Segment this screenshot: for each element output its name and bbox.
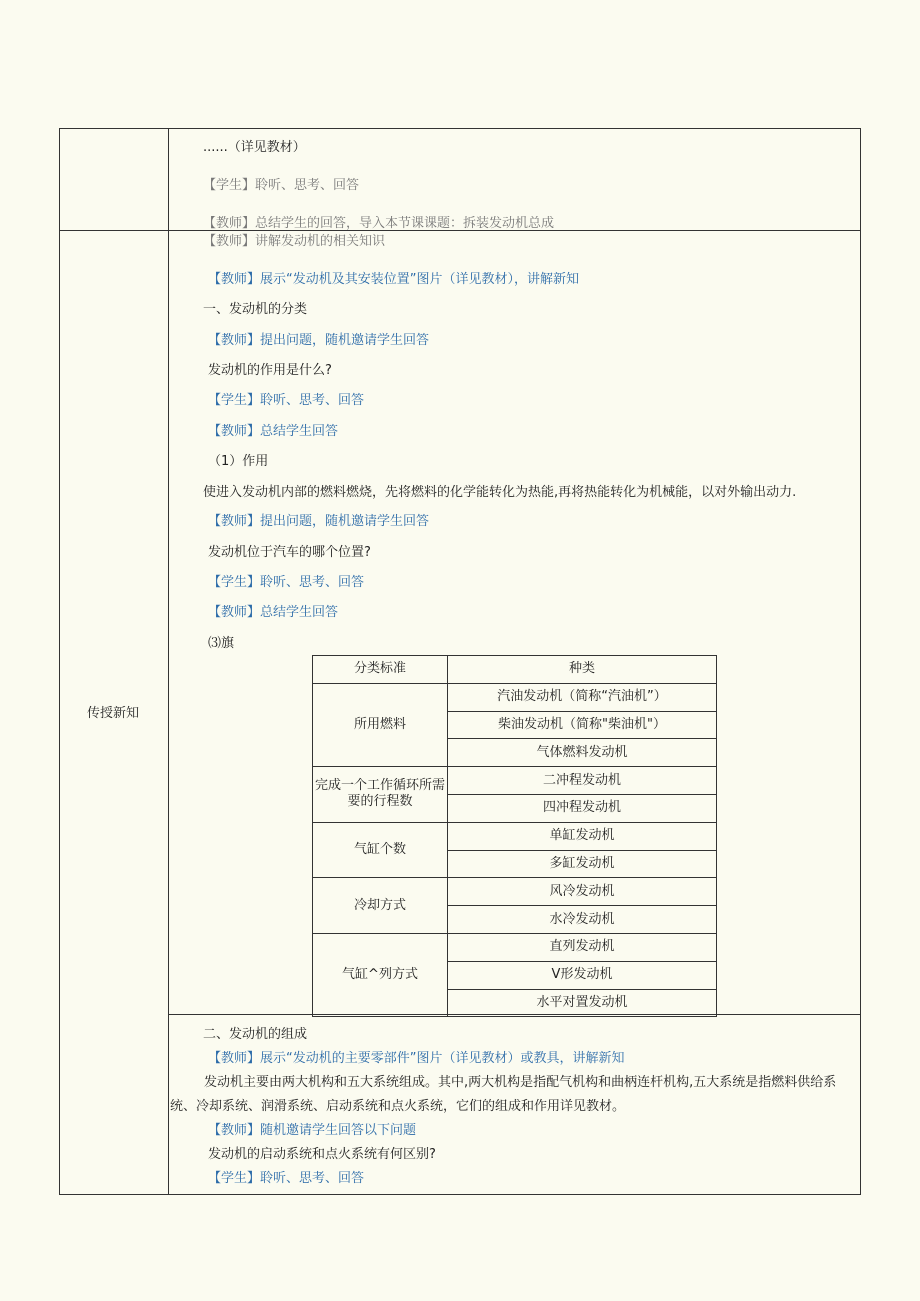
question-start-vs-ignition: 发动机的启动系统和点火系统有何区别? <box>208 1147 436 1162</box>
student-text: 聆听、思考、回答 <box>255 178 360 193</box>
teacher-tag: 【教师】 <box>203 234 256 249</box>
header-type: 种类 <box>448 656 717 684</box>
table-row <box>313 878 717 906</box>
outer-bottom-border <box>59 1194 861 1195</box>
std-cylinder-arrangement: 气缸^列方式 <box>313 933 448 1016</box>
row3-teacher-ask-question: 【教师】随机邀请学生回答以下问题 <box>208 1123 417 1138</box>
type-inline: 直列发动机 <box>448 933 717 961</box>
row3-student-answer: 【学生】聆听、思考、回答 <box>208 1171 365 1186</box>
row2-teacher-ask-question-1: 【教师】提出问题，随机邀请学生回答 <box>208 333 430 348</box>
paragraph-engine-composition: 发动机主要由两大机构和五大系统组成。其中,两大机构是指配气机构和曲柄连杆机构,五大系统是指燃料供给系统、冷却系统、润滑系统、启动系统和点火系统，它们的组成和作用详见教材。 <box>170 1075 837 1114</box>
row1-divider <box>59 230 861 231</box>
subheading-function: （1）作用 <box>208 454 269 469</box>
header-standard: 分类标准 <box>313 656 448 684</box>
column-divider <box>168 128 169 1195</box>
row2-teacher-summary-1: 【教师】总结学生回答 <box>208 424 339 439</box>
row1-line-see-textbook: ......（详见教材） <box>203 140 306 155</box>
row1-student-line <box>203 178 359 194</box>
heading-engine-classification: 一、发动机的分类 <box>203 302 308 317</box>
teacher-tag: 【教师】 <box>203 216 256 230</box>
heading-engine-composition: 二、发动机的组成 <box>203 1027 308 1042</box>
std-fuel: 所用燃料 <box>313 683 448 766</box>
teacher-text: 讲解发动机的相关知识 <box>255 234 386 249</box>
subheading-classification: ⑶旗 <box>208 636 235 651</box>
std-strokes-line2: 要的行程数 <box>347 794 413 810</box>
row3-teacher-show-parts: 【教师】展示“发动机的主要零部件”图片（详见教材）或教具，讲解新知 <box>208 1051 625 1066</box>
table-row <box>313 683 717 711</box>
table-row <box>313 767 717 795</box>
type-water-cooled: 水冷发动机 <box>448 906 717 934</box>
type-two-stroke: 二冲程发动机 <box>448 767 717 795</box>
std-strokes <box>313 767 448 823</box>
type-single-cylinder: 单缸发动机 <box>448 822 717 850</box>
type-air-cooled: 风冷发动机 <box>448 878 717 906</box>
table-header-row <box>313 656 717 684</box>
std-cooling: 冷却方式 <box>313 878 448 934</box>
teacher-text: 总结学生的回答，导入本节课课题：拆装发动机总成 <box>255 216 555 230</box>
type-gasoline: 汽油发动机（简称“汽油机”） <box>448 683 717 711</box>
section-label-teaching-new-knowledge: 传授新知 <box>87 706 140 721</box>
type-four-stroke: 四冲程发动机 <box>448 794 717 822</box>
student-tag: 【学生】 <box>203 178 256 193</box>
question-engine-function: 发动机的作用是什么? <box>208 363 332 378</box>
std-cylinder-count: 气缸个数 <box>313 822 448 878</box>
row2-teacher-ask-question-2: 【教师】提出问题，随机邀请学生回答 <box>208 514 430 529</box>
classification-table <box>312 655 717 1017</box>
row2-teacher-show-picture: 【教师】展示“发动机及其安装位置”图片（详见教材），讲解新知 <box>208 272 579 287</box>
type-v-shape: V形发动机 <box>448 961 717 989</box>
question-engine-position: 发动机位于汽车的哪个位置? <box>208 545 371 560</box>
row2-student-answer-2: 【学生】聆听、思考、回答 <box>208 575 365 590</box>
row2-student-answer-1: 【学生】聆听、思考、回答 <box>208 393 365 408</box>
type-gas-fuel: 气体燃料发动机 <box>448 739 717 767</box>
outer-top-border <box>59 128 861 129</box>
row1-teacher-line <box>203 216 554 230</box>
outer-left-border <box>59 128 60 1195</box>
table-row <box>313 933 717 961</box>
std-strokes-line1: 完成一个工作循环所需 <box>314 778 445 794</box>
outer-right-border <box>860 128 861 1195</box>
type-horizontally-opposed: 水平对置发动机 <box>448 989 717 1017</box>
answer-engine-function: 使进入发动机内部的燃料燃烧，先将燃料的化学能转化为热能,再将热能转化为机械能，以对外输出动力. <box>203 485 797 500</box>
row2-teacher-explain-line <box>203 234 385 250</box>
type-diesel: 柴油发动机（简称"柴油机"） <box>448 711 717 739</box>
row2-teacher-summary-2: 【教师】总结学生回答 <box>208 605 339 620</box>
type-multi-cylinder: 多缸发动机 <box>448 850 717 878</box>
table-row <box>313 822 717 850</box>
